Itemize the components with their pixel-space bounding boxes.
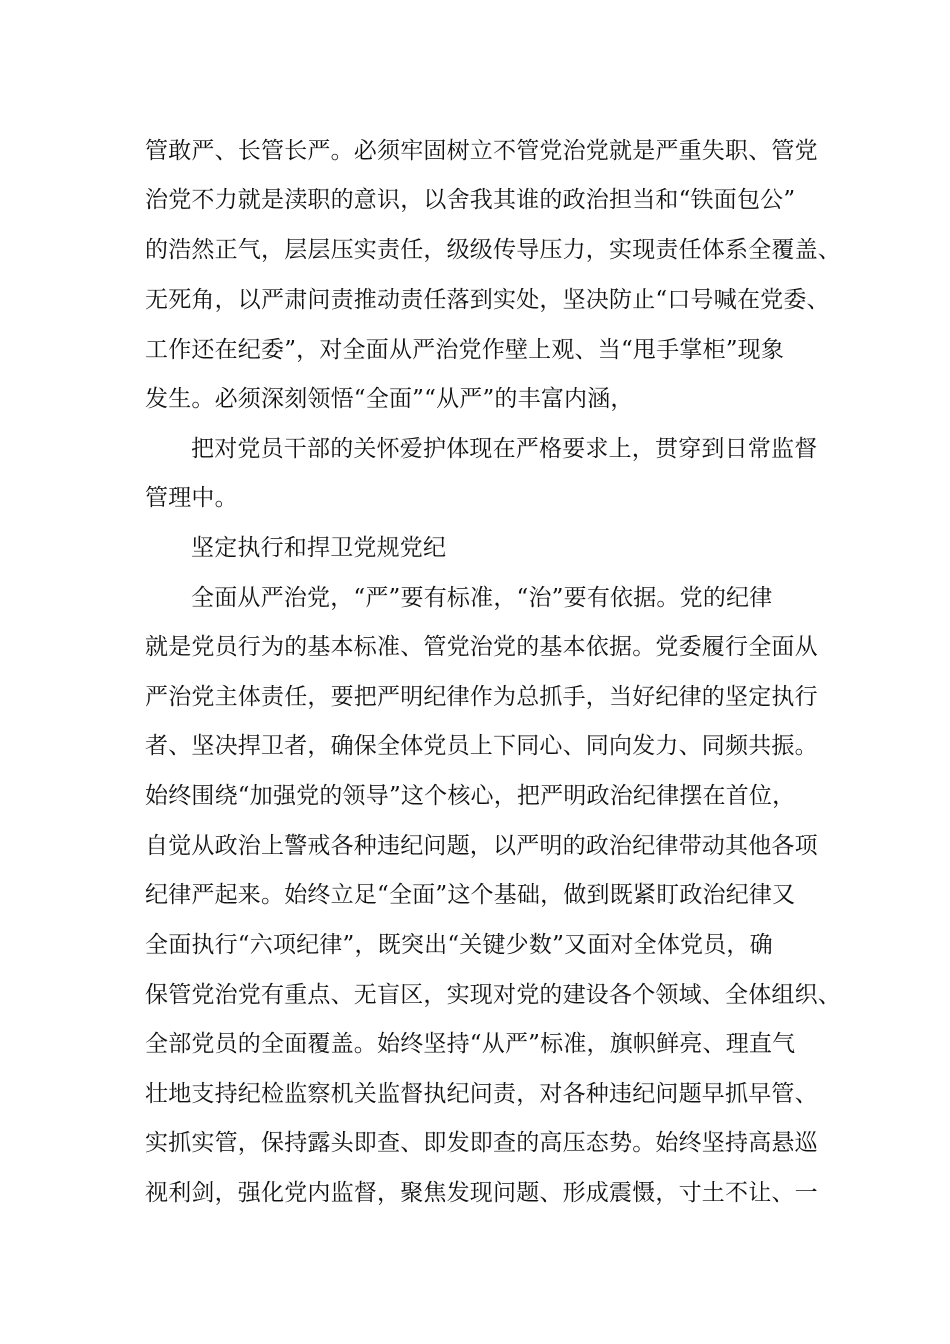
text-line: 视利剑，强化党内监督，聚焦发现问题、形成震慑，寸土不让、一 [145,1180,818,1206]
text-line: 自觉从政治上警戒各种违纪问题，以严明的政治纪律带动其他各项 [145,833,818,859]
text-line: 纪律严起来。始终立足“全面”这个基础，做到既紧盯政治纪律又 [145,882,796,908]
text-line: 治党不力就是渎职的意识，以舍我其谁的政治担当和“铁面包公” [145,187,796,213]
text-line: 保管党治党有重点、无盲区，实现对党的建设各个领域、全体组织、 [145,982,841,1008]
text-line: 始终围绕“加强党的领导”这个核心，把严明政治纪律摆在首位， [145,783,796,809]
text-line: 管理中。 [145,485,238,511]
text-line: 管敢严、长管长严。必须牢固树立不管党治党就是严重失职、管党 [145,138,818,164]
text-line: 实抓实管，保持露头即查、即发即查的高压态势。始终坚持高悬巡 [145,1130,818,1156]
text-line: 的浩然正气，层层压实责任，级级传导压力，实现责任体系全覆盖、 [145,237,841,263]
text-line: 严治党主体责任，要把严明纪律作为总抓手，当好纪律的坚定执行 [145,684,818,710]
text-line: 就是党员行为的基本标准、管党治党的基本依据。党委履行全面从 [145,634,818,660]
text-line: 全面执行“六项纪律”，既突出“关键少数”又面对全体党员，确 [145,932,773,958]
text-line: 全部党员的全面覆盖。始终坚持“从严”标准，旗帜鲜亮、理直气 [145,1031,796,1057]
text-line: 全面从严治党，“严”要有标准，“治”要有依据。党的纪律 [191,585,773,611]
section-heading: 坚定执行和捍卫党规党纪 [191,535,447,561]
text-line: 工作还在纪委”，对全面从严治党作壁上观、当“甩手掌柜”现象 [145,337,785,363]
text-line: 发生。必须深刻领悟“全面”“从严”的丰富内涵， [145,386,634,412]
text-line: 无死角，以严肃问责推动责任落到实处，坚决防止“口号喊在党委、 [145,287,830,313]
text-line: 者、坚决捍卫者，确保全体党员上下同心、同向发力、同频共振。 [145,733,818,759]
text-line: 把对党员干部的关怀爱护体现在严格要求上，贯穿到日常监督 [191,436,818,462]
text-line: 壮地支持纪检监察机关监督执纪问责，对各种违纪问题早抓早管、 [145,1081,818,1107]
